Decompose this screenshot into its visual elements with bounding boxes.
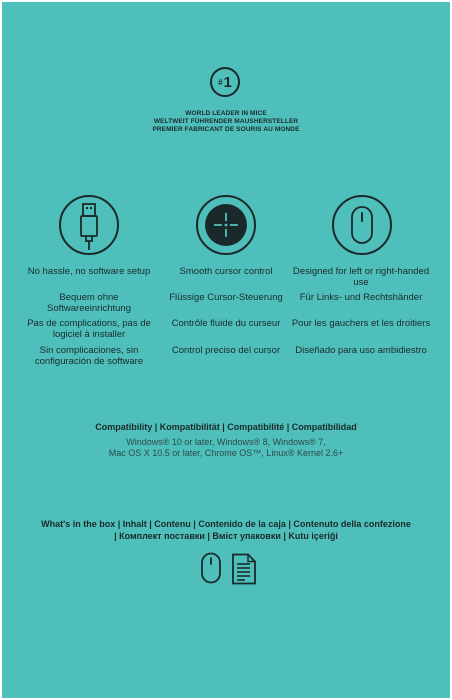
mouse-icon <box>200 552 222 584</box>
feature-setup-fr: Pas de complications, pas de logiciel à installer <box>27 318 151 340</box>
tagline-fr: PREMIER FABRICANT DE SOURIS AU MONDE <box>152 126 300 133</box>
feature-cursor-es: Control preciso del cursor <box>171 345 281 356</box>
feature-setup-en: No hassle, no software setup <box>27 266 151 277</box>
feature-ambidextrous-en: Designed for left or right-handed use <box>292 266 430 288</box>
feature-cursor-de: Flüssige Cursor-Steuerung <box>169 292 283 303</box>
feature-ambidextrous-es: Diseñado para uso ambidiestro <box>295 345 427 356</box>
mouse-icon <box>330 193 394 257</box>
badge-hash: # <box>218 77 223 87</box>
badge-number: 1 <box>223 73 232 91</box>
number-one-badge <box>210 67 240 97</box>
feature-cursor-fr: Contrôle fluide du curseur <box>171 318 281 329</box>
documentation-icon <box>231 553 257 585</box>
usb-plug-icon <box>57 193 121 257</box>
feature-cursor-en: Smooth cursor control <box>179 266 273 277</box>
compatibility-requirements <box>0 437 452 459</box>
feature-ambidextrous-de: Für Links- und Rechtshänder <box>299 292 423 303</box>
compatibility-heading: Compatibility | Kompatibilität | Compatibilité | Compatibilidad <box>95 422 357 432</box>
feature-setup-de: Bequem ohne Softwareeinrichtung <box>47 292 131 314</box>
tagline-en: WORLD LEADER IN MICE <box>185 110 267 117</box>
in-box-heading: What's in the box | Inhalt | Contenu | Contenido de la caja | Contenuto della confezione | Комплект поставки | Вміст упаковки | Kutu içeriği <box>41 519 411 541</box>
crosshair-cursor-icon <box>194 193 258 257</box>
compatibility-line-2: Mac OS X 10.5 or later, Chrome OS™, Linux® Kernel 2.6+ <box>108 448 344 458</box>
feature-setup-es: Sin complicaciones, sin configuración de software <box>34 345 144 367</box>
compatibility-line-1: Windows® 10 or later, Windows® 8, Windows® 7, <box>126 437 326 447</box>
tagline-de: WELTWEIT FÜHRENDER MAUSHERSTELLER <box>153 118 299 125</box>
feature-ambidextrous-fr: Pour les gauchers et les droitiers <box>291 318 431 329</box>
